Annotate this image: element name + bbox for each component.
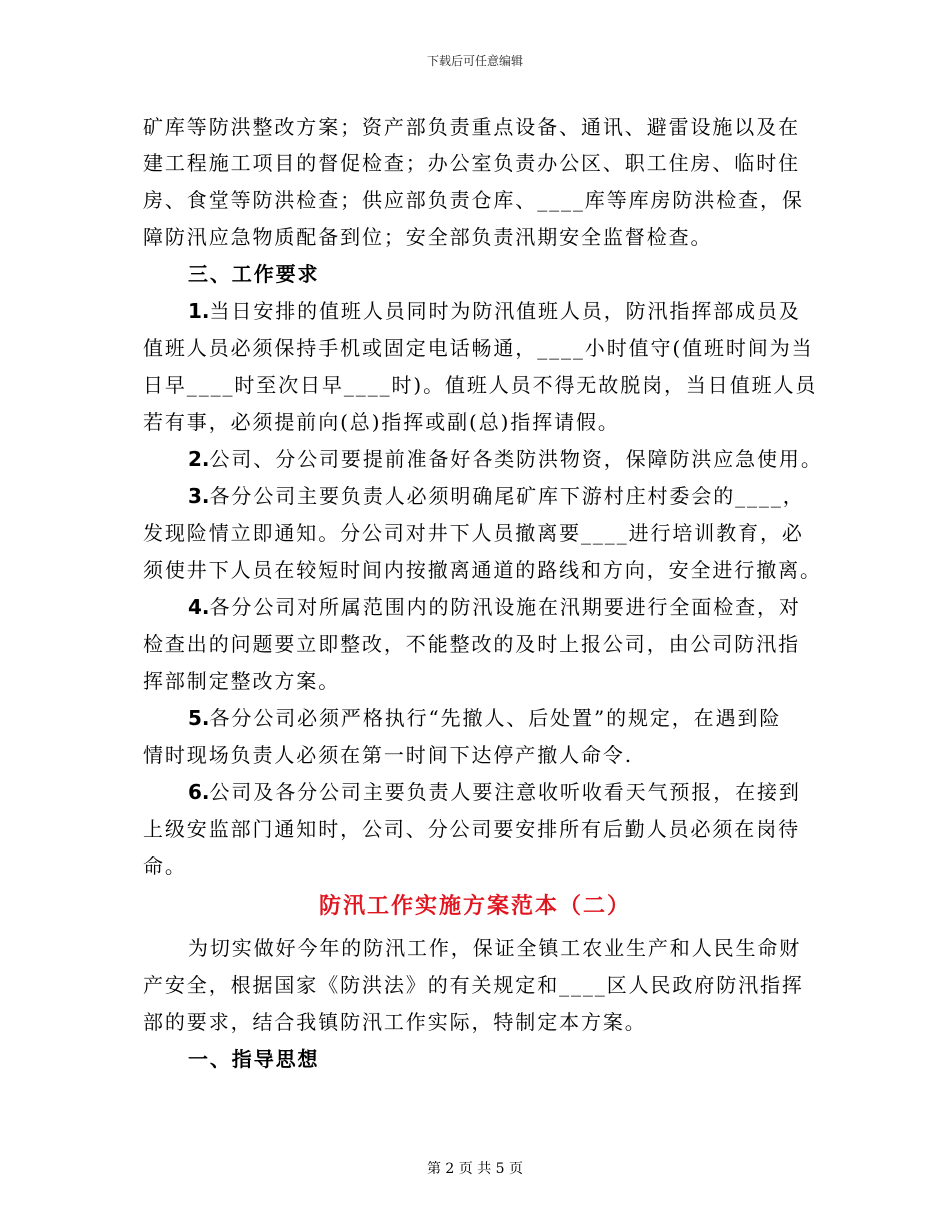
item-number: 5. xyxy=(188,706,210,730)
body-line: 产安全，根据国家《防洪法》的有关规定和____区人民政府防汛指挥 xyxy=(143,973,804,997)
list-item-6 xyxy=(188,778,801,806)
item-text: 各分公司必须严格执行“先撤人、后处置”的规定，在遇到险 xyxy=(209,706,782,730)
item-number: 3. xyxy=(188,484,210,508)
body-line: 部的要求，结合我镇防汛工作实际，特制定本方案。 xyxy=(143,1010,647,1034)
body-line: 上级安监部门通知时，公司、分公司要安排所有后勤人员必须在岗待 xyxy=(143,817,800,841)
list-item-3 xyxy=(188,482,805,510)
item-text: 各分公司对所属范围内的防汛设施在汛期要进行全面检查，对 xyxy=(209,595,801,619)
intro-line: 为切实做好今年的防汛工作，保证全镇工农业生产和人民生命财 xyxy=(188,936,802,960)
item-text: 各分公司主要负责人必须明确尾矿库下游村庄村委会的____， xyxy=(209,484,805,508)
list-item-2 xyxy=(188,445,823,473)
item-number: 6. xyxy=(188,780,210,804)
body-line: 矿库等防洪整改方案；资产部负责重点设备、通讯、避雷设施以及在 xyxy=(143,115,800,139)
body-line: 命。 xyxy=(143,854,187,878)
body-line: 建工程施工项目的督促检查；办公室负责办公区、职工住房、临时住 xyxy=(143,151,800,175)
section-heading-3: 三、工作要求 xyxy=(188,262,320,286)
body-line: 检查出的问题要立即整改，不能整改的及时上报公司，由公司防汛指 xyxy=(143,632,800,656)
body-line: 挥部制定整改方案。 xyxy=(143,669,341,693)
body-line: 发现险情立即通知。分公司对井下人员撤离要____进行培训教育，必 xyxy=(143,521,804,545)
body-line: 若有事，必须提前向(总)指挥或副(总)指挥请假。 xyxy=(143,410,620,434)
body-line: 房、食堂等防洪检查；供应部负责仓库、____库等库房防洪检查，保 xyxy=(143,188,804,212)
body-line: 日早____时至次日早____时)。值班人员不得无故脱岗，当日值班人员 xyxy=(143,373,818,397)
item-number: 1. xyxy=(188,299,210,323)
section-title: 防汛工作实施方案范本（二） xyxy=(318,893,631,919)
item-number: 2. xyxy=(188,447,210,471)
list-item-1 xyxy=(188,297,801,325)
item-number: 4. xyxy=(188,595,210,619)
section-heading-1: 一、指导思想 xyxy=(188,1047,320,1071)
body-line: 障防汛应急物质配备到位；安全部负责汛期安全监督检查。 xyxy=(143,225,713,249)
list-item-4 xyxy=(188,593,801,621)
body-line: 值班人员必须保持手机或固定电话畅通，____小时值守(值班时间为当 xyxy=(143,336,814,360)
page-header-note: 下载后可任意编辑 xyxy=(426,54,523,68)
list-item-5 xyxy=(188,704,781,732)
body-line: 须使井下人员在较短时间内按撤离通道的路线和方向，安全进行撤离。 xyxy=(143,558,822,582)
item-text: 公司及各分公司主要负责人要注意收听收看天气预报，在接到 xyxy=(209,780,801,804)
item-text: 公司、分公司要提前准备好各类防洪物资，保障防洪应急使用。 xyxy=(209,447,823,471)
page-number: 第 2 页 共 5 页 xyxy=(426,1161,524,1177)
body-line: 情时现场负责人必须在第一时间下达停产撤人命令. xyxy=(143,743,634,767)
item-text: 当日安排的值班人员同时为防汛值班人员，防汛指挥部成员及 xyxy=(209,299,801,323)
